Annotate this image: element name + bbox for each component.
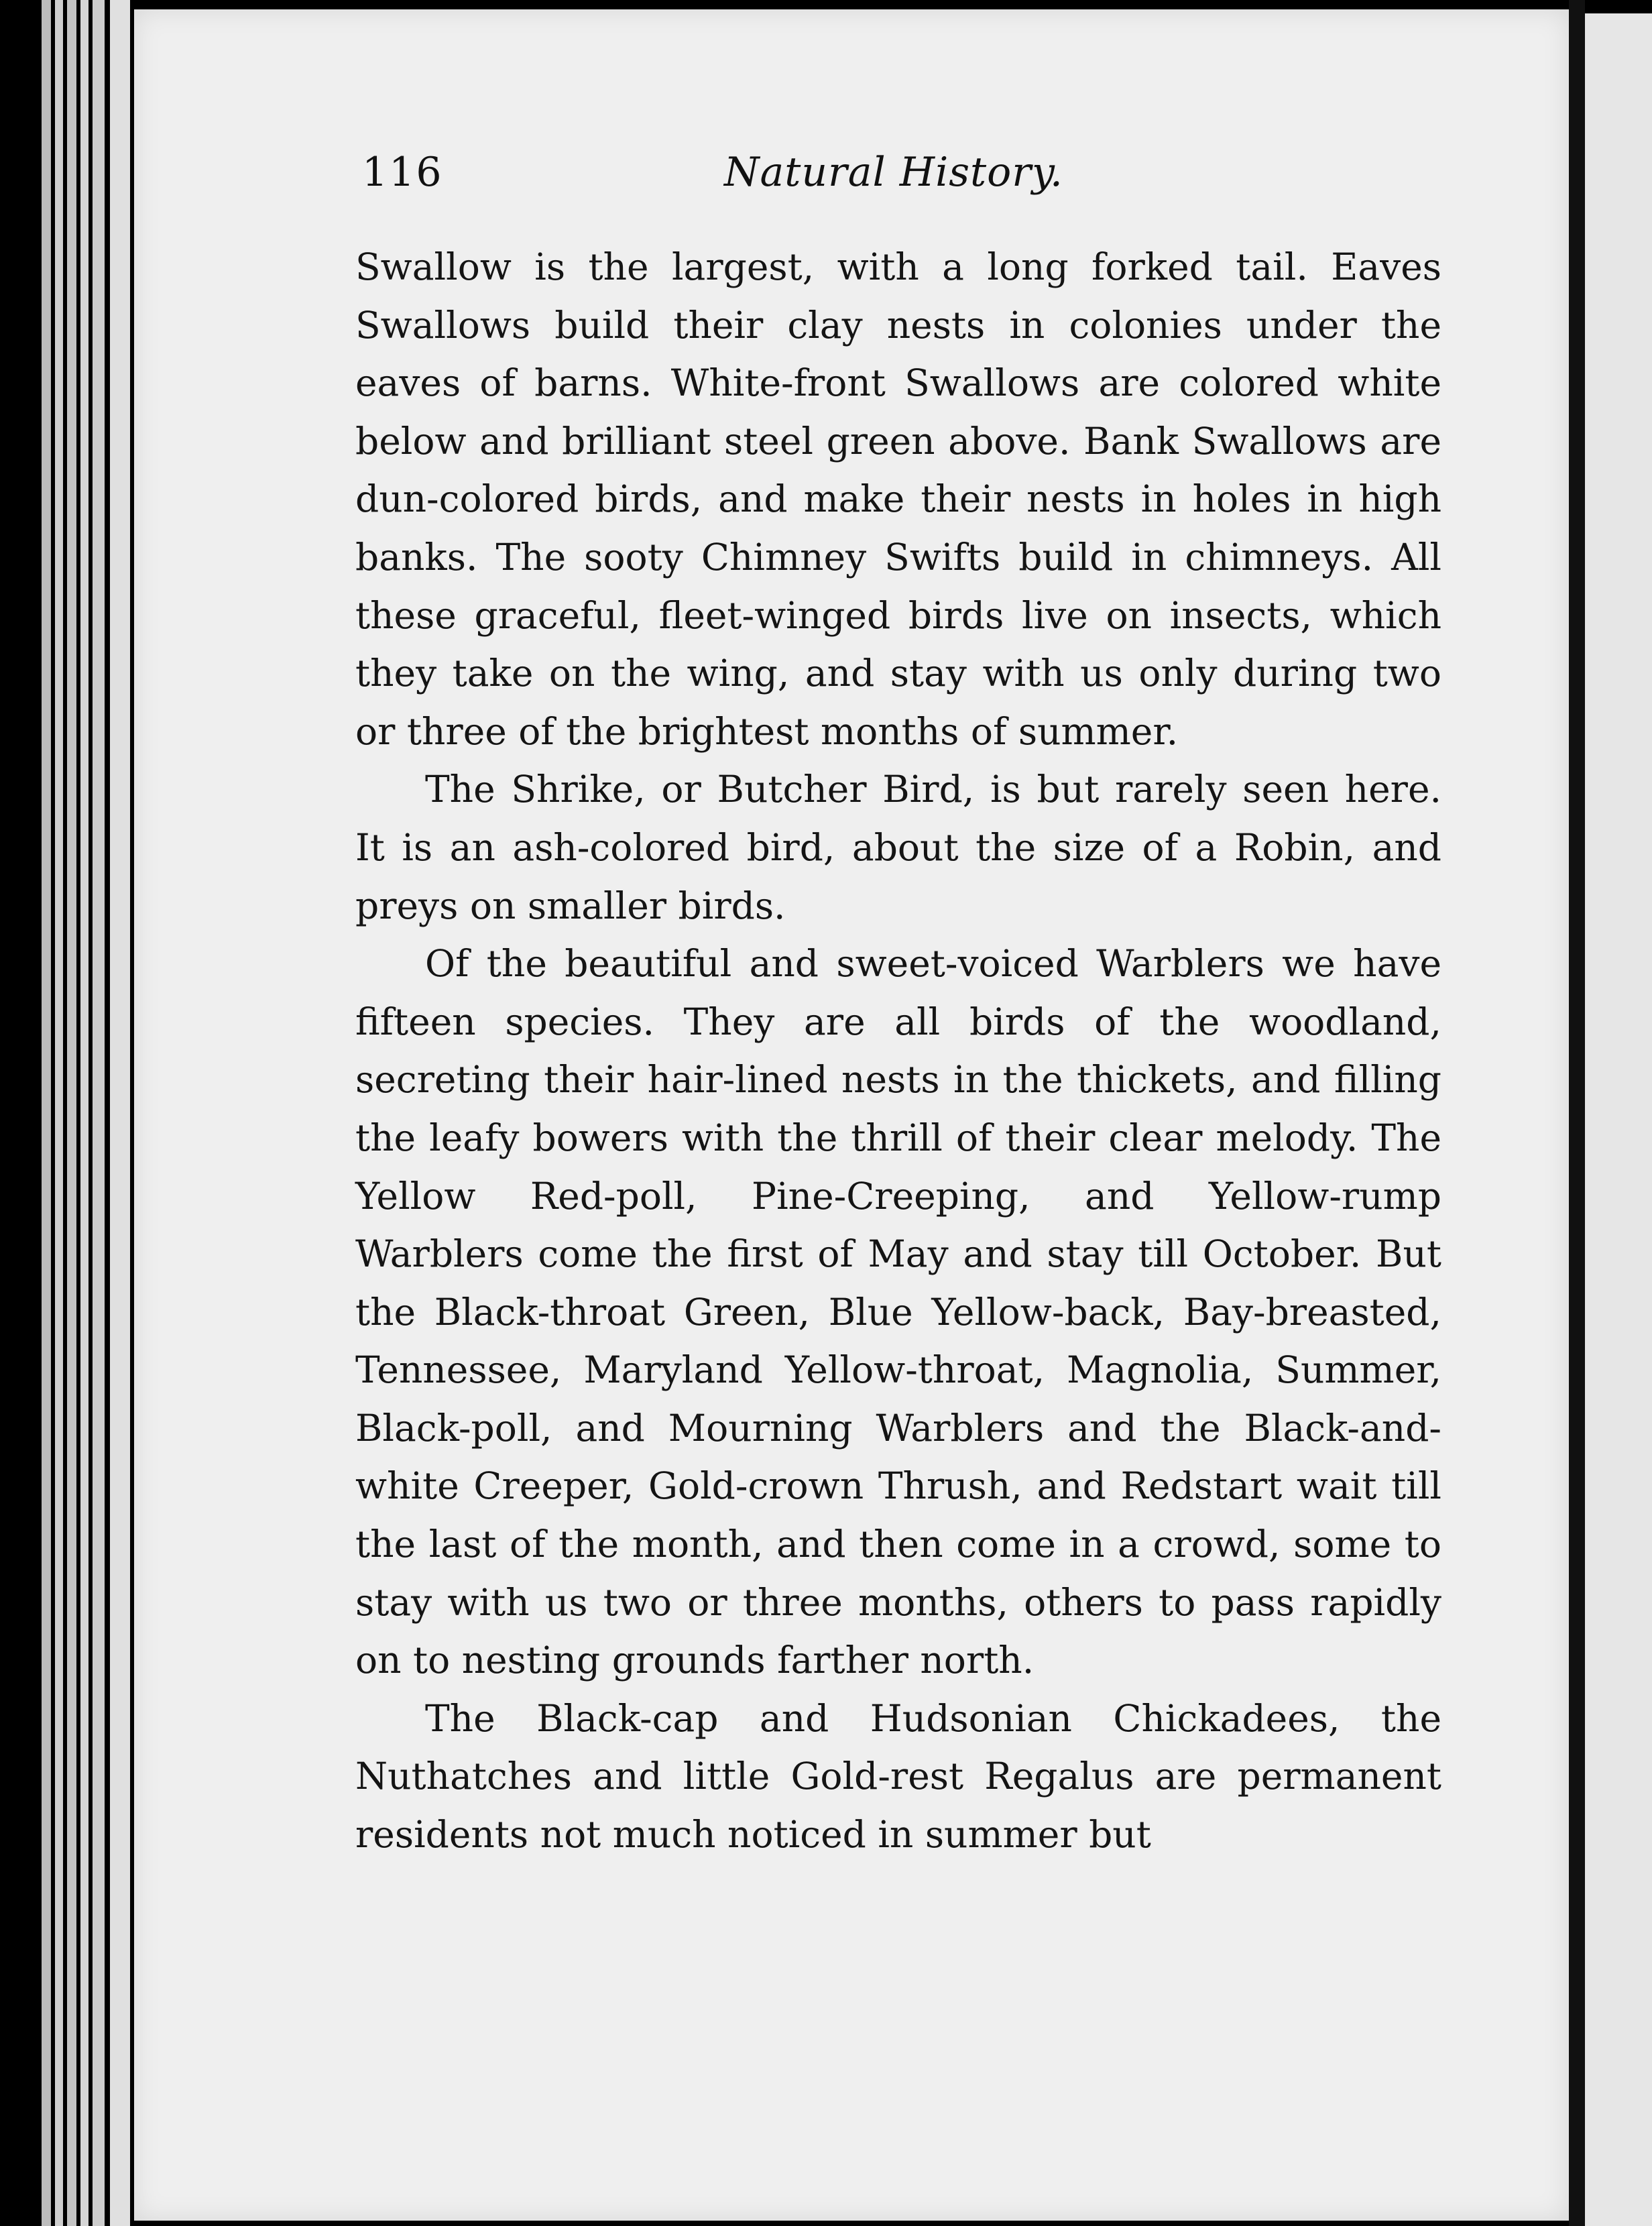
paragraph: Of the beautiful and sweet-voiced Warblers we have fifteen species. They are all birds of the woodland, secreting their hair-lined nests in the thickets, and filling the leafy bowers with the thrill of their clear melody. The Yellow Red-poll, Pine-Creeping, and Yellow-rump Warblers come the first of May and stay till October. But the Black-throat Green, Blue Yellow-back, Bay-breasted, Tennessee, Maryland Yellow-throat, Magnolia, Summer, Black-poll, and Mourning Warblers and the Black-and-white Creeper, Gold-crown Thrush, and Redstart wait till the last of the month, and then come in a crowd, some to stay with us two or three months, others to pass rapidly on to nesting grounds farther north. [355,942,1441,1682]
page-edge [42,0,51,2226]
page-edge [93,0,105,2226]
paragraph: Swallow is the largest, with a long forked tail. Eaves Swallows build their clay nests in colonies under the eaves of barns. White-front Swallows are colored white below and brilliant steel green above. Bank Swallows are dun-colored birds, and make their nests in holes in high banks. The sooty Chimney Swifts build in chimneys. All these graceful, fleet-winged birds live on insects, which they take on the wing, and stay with us only during two or three of the brightest months of summer. [355,245,1441,753]
paragraph: The Shrike, or Butcher Bird, is but rarely seen here. It is an ash-colored bird, about the size of a Robin, and preys on smaller birds. [355,768,1441,927]
page-number: 116 [362,149,443,196]
page-header [221,149,1448,202]
page-edge [80,0,88,2226]
body-text [355,238,1441,1864]
facing-page-edge [1585,13,1652,2226]
page-edge [110,0,130,2226]
paragraph: The Black-cap and Hudsonian Chickadees, the Nuthatches and little Gold-rest Regalus are permanent residents not much noticed in summer but [355,1696,1441,1857]
page-edge [55,0,63,2226]
book-gutter [1569,0,1585,2226]
page-edge [67,0,76,2226]
running-title: Natural History. [724,149,1063,196]
